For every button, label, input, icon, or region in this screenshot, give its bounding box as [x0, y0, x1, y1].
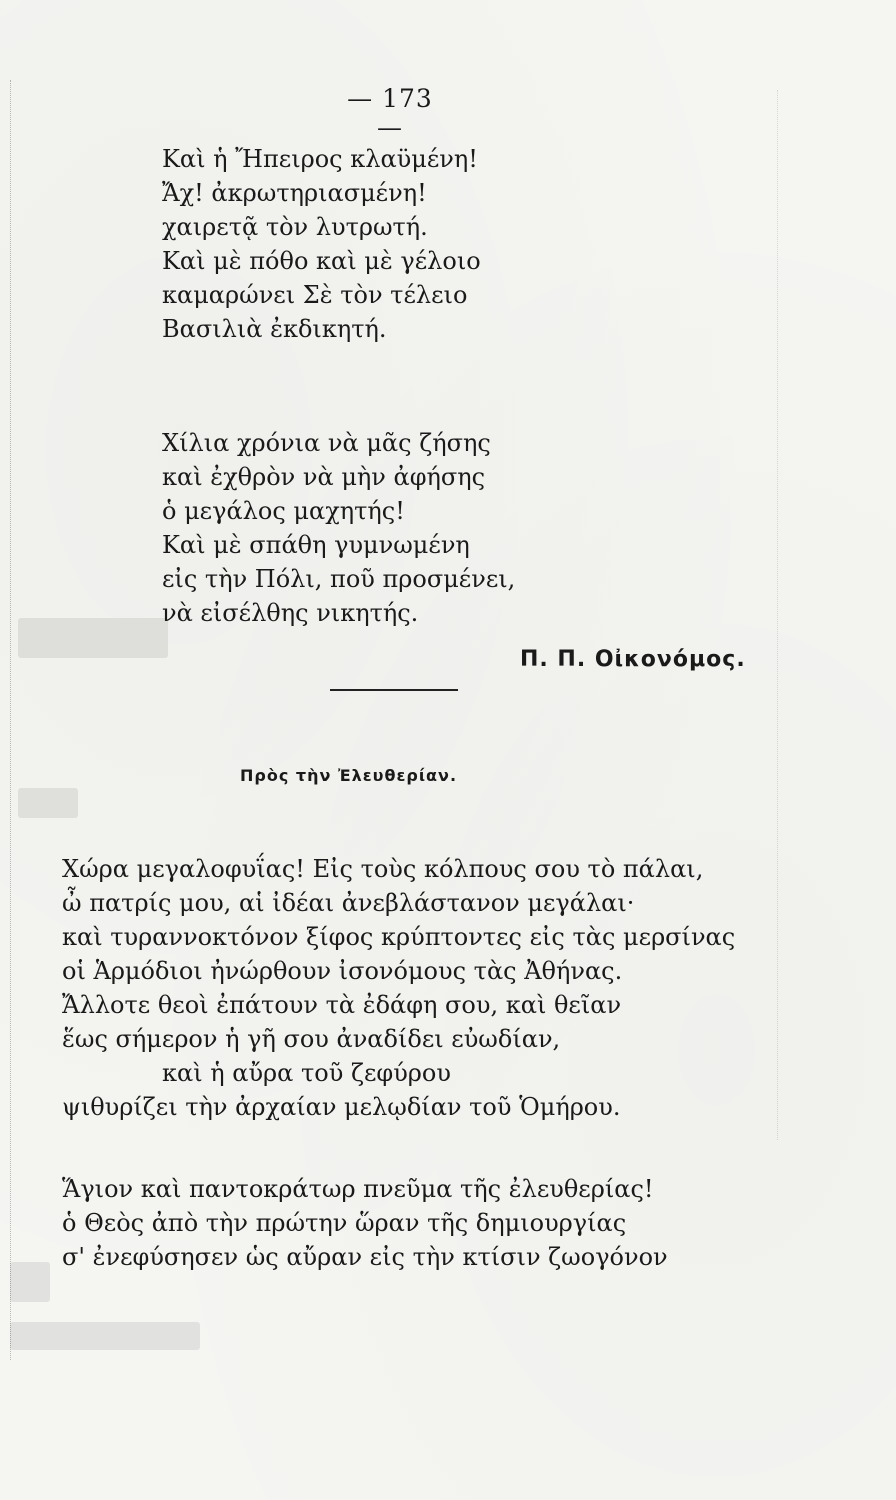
page-edge-right: [775, 90, 778, 1140]
poem2-stanza1: [62, 852, 735, 1124]
print-smudge: [10, 1262, 50, 1302]
page-number: — 173 —: [347, 84, 433, 142]
section-divider: [330, 689, 458, 691]
poem1-stanza2: [162, 426, 515, 630]
verse-line: εἰς τὴν Πόλι, ποῦ προσμένει,: [162, 565, 516, 593]
verse-line: Βασιλιὰ ἐκδικητή.: [162, 315, 387, 343]
verse-line: Ἅγιον καὶ παντοκράτωρ πνεῦμα τῆς ἐλευθερίας!: [62, 1175, 654, 1203]
verse-line: Καὶ μὲ σπάθη γυμνωμένη: [162, 531, 470, 559]
poem-title: Πρὸς τὴν Ἐλευθερίαν.: [240, 766, 458, 785]
verse-line: Χίλια χρόνια νὰ μᾶς ζήσης: [162, 429, 491, 457]
verse-line: ὁ Θεὸς ἀπὸ τὴν πρώτην ὥραν τῆς δημιουργίας: [62, 1209, 627, 1237]
verse-line: ἕως σήμερον ἡ γῆ σου ἀναδίδει εὐωδίαν,: [62, 1025, 561, 1053]
verse-line: Χώρα μεγαλοφυΐας! Εἰς τοὺς κόλπους σου τὸ πάλαι,: [62, 855, 704, 883]
author-signature: Π. Π. Οἰκονόμος.: [520, 647, 746, 672]
verse-line: χαιρετᾷ τὸν λυτρωτή.: [162, 213, 428, 241]
verse-line: οἱ Ἁρμόδιοι ἠνώρθουν ἰσονόμους τὰς Ἀθήνας.: [62, 957, 623, 985]
print-smudge: [18, 618, 168, 658]
verse-line: ὁ μεγάλος μαχητής!: [162, 497, 405, 525]
verse-line: νὰ εἰσέλθης νικητής.: [162, 599, 419, 627]
page-edge-left: [10, 80, 17, 1360]
verse-line: Ἄλλοτε θεοὶ ἐπάτουν τὰ ἐδάφη σου, καὶ θεῖαν: [62, 991, 622, 1019]
print-smudge: [18, 788, 78, 818]
verse-line: καμαρώνει Σὲ τὸν τέλειο: [162, 281, 468, 309]
print-smudge: [10, 1322, 200, 1350]
verse-line: ὦ πατρίς μου, αἱ ἰδέαι ἀνεβλάστανον μεγάλαι·: [62, 889, 635, 917]
verse-line: Καὶ ἡ Ἤπειρος κλαϋμένη!: [162, 145, 478, 173]
verse-line: σ' ἐνεφύσησεν ὡς αὔραν εἰς τὴν κτίσιν ζωογόνον: [62, 1243, 668, 1271]
verse-line: καὶ τυραννοκτόνον ξίφος κρύπτοντες εἰς τὰς μερσίνας: [62, 923, 736, 951]
poem2-stanza2: [62, 1172, 668, 1274]
verse-line: καὶ ἡ αὔρα τοῦ ζεφύρου: [162, 1059, 451, 1087]
verse-line: καὶ ἐχθρὸν νὰ μὴν ἀφήσης: [162, 463, 486, 491]
verse-line: Ἄχ! ἀκρωτηριασμένη!: [162, 179, 427, 207]
verse-line: ψιθυρίζει τὴν ἀρχαίαν μελῳδίαν τοῦ Ὁμήρου.: [62, 1093, 621, 1121]
verse-line: Καὶ μὲ πόθο καὶ μὲ γέλοιο: [162, 247, 481, 275]
poem1-stanza1: [162, 142, 481, 346]
